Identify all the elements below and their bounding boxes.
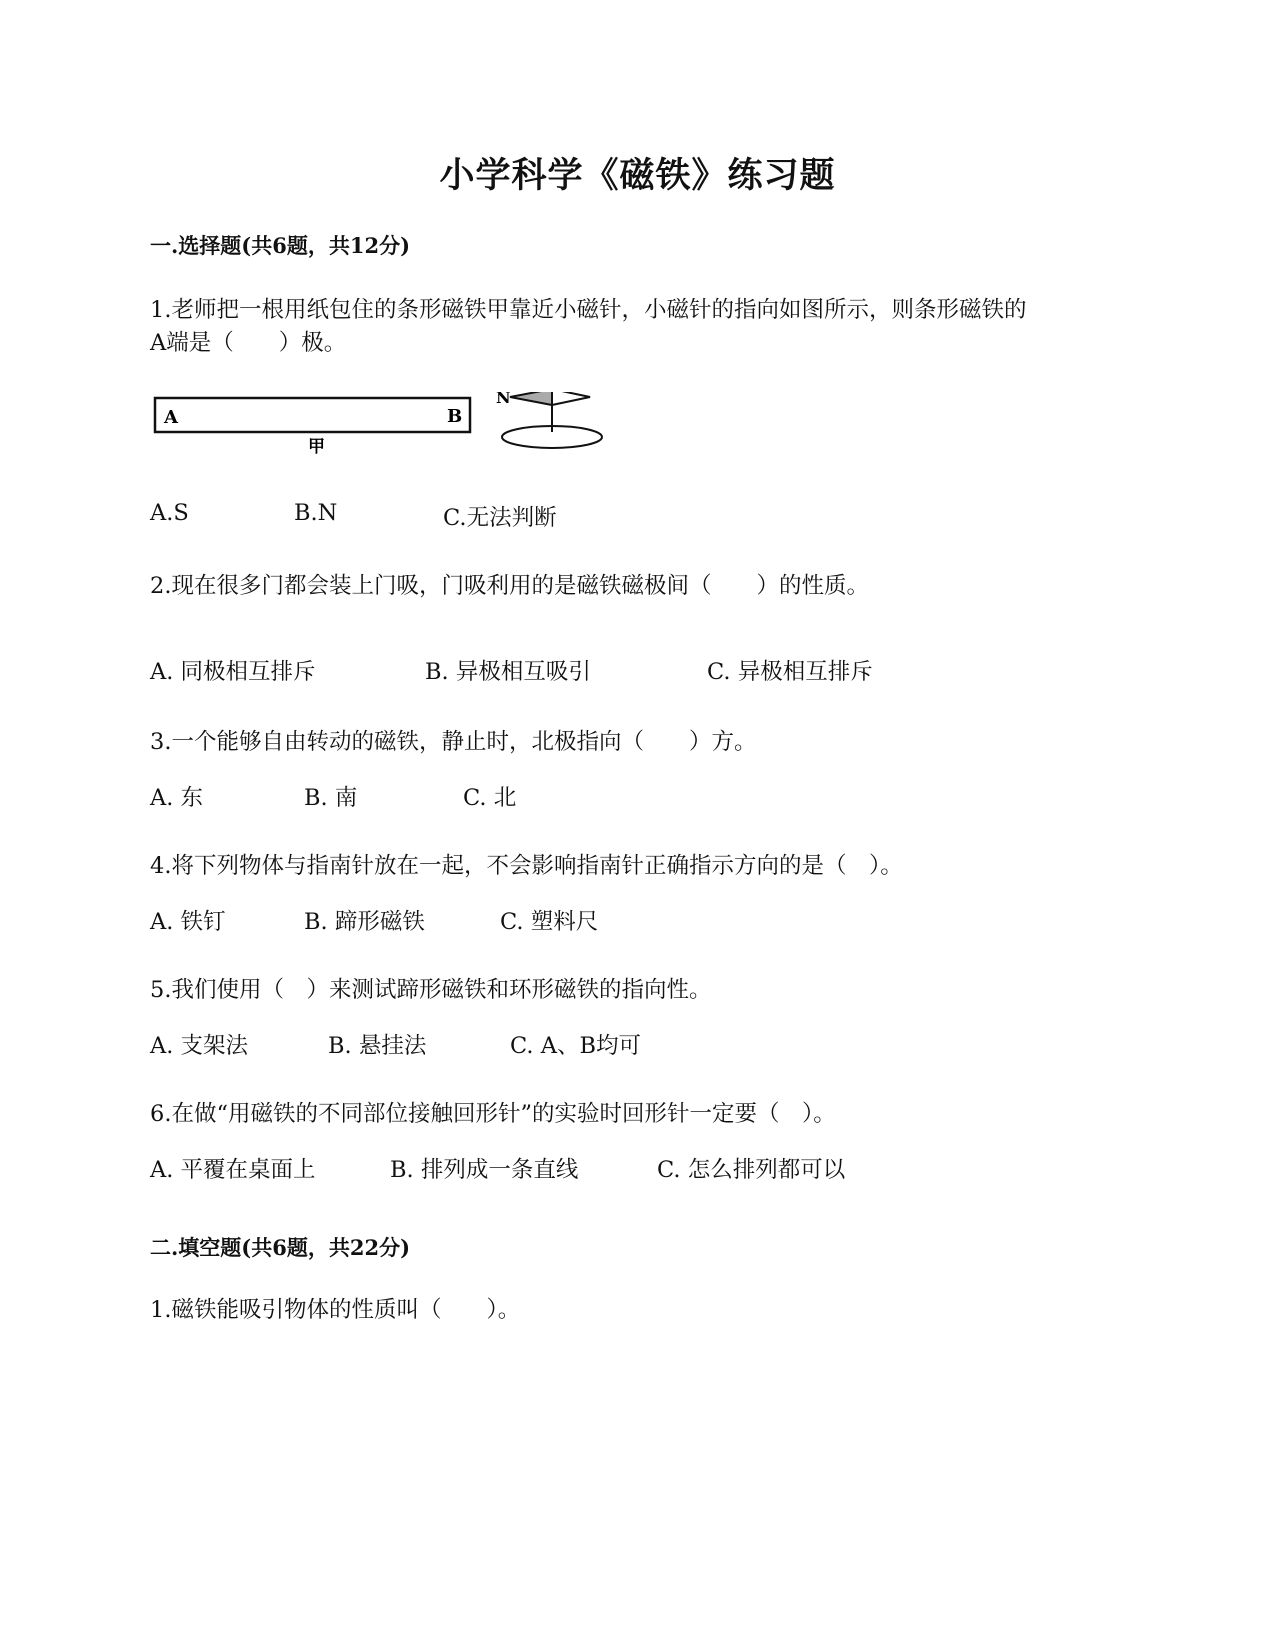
question-5-option-b: B. 悬挂法	[328, 1033, 427, 1059]
magnet-end-a-label: A	[164, 407, 178, 428]
fill-question-1: 1.磁铁能吸引物体的性质叫（ ）。	[150, 1297, 521, 1323]
question-4: 4.将下列物体与指南针放在一起，不会影响指南针正确指示方向的是（ ）。	[150, 853, 903, 879]
question-5-option-a: A. 支架法	[150, 1033, 249, 1059]
needle-n-label: N	[496, 392, 511, 407]
question-1-option-c: C.无法判断	[443, 505, 557, 531]
question-2-option-a: A. 同极相互排斥	[150, 659, 316, 685]
question-1-line-2: A端是（ ）极。	[150, 330, 347, 356]
bar-magnet-compass-figure	[150, 392, 610, 472]
question-2-option-b: B. 异极相互吸引	[425, 659, 591, 685]
question-3-option-b: B. 南	[304, 785, 358, 811]
compass-needle	[502, 392, 602, 448]
question-2: 2.现在很多门都会装上门吸，门吸利用的是磁铁磁极间（ ）的性质。	[150, 573, 869, 599]
question-6: 6.在做“用磁铁的不同部位接触回形针”的实验时回形针一定要（ ）。	[150, 1101, 836, 1127]
magnet-end-b-label: B	[447, 406, 463, 427]
question-5: 5.我们使用（ ）来测试蹄形磁铁和环形磁铁的指向性。	[150, 977, 712, 1003]
question-1-option-b: B.N	[294, 500, 338, 526]
question-3: 3.一个能够自由转动的磁铁，静止时，北极指向（ ）方。	[150, 729, 757, 755]
section-heading-choice: 一.选择题(共6题，共12分)	[150, 233, 411, 258]
question-1-line-1: 1.老师把一根用纸包住的条形磁铁甲靠近小磁针，小磁针的指向如图所示，则条形磁铁的	[150, 297, 1027, 323]
page-title: 小学科学《磁铁》练习题	[439, 155, 836, 196]
question-3-option-c: C. 北	[463, 785, 517, 811]
question-2-option-c: C. 异极相互排斥	[707, 659, 873, 685]
bar-magnet	[155, 398, 470, 432]
question-6-option-a: A. 平覆在桌面上	[150, 1157, 316, 1183]
section-heading-fill-blank: 二.填空题(共6题，共22分)	[150, 1235, 411, 1260]
question-5-option-c: C. A、B均可	[510, 1033, 642, 1059]
magnet-jia-label: 甲	[308, 437, 325, 457]
question-4-option-c: C. 塑料尺	[500, 909, 599, 935]
question-3-option-a: A. 东	[150, 785, 204, 811]
question-6-option-b: B. 排列成一条直线	[390, 1157, 579, 1183]
question-4-option-b: B. 蹄形磁铁	[304, 909, 425, 935]
question-4-option-a: A. 铁钉	[150, 909, 226, 935]
question-1-option-a: A.S	[150, 500, 189, 526]
question-6-option-c: C. 怎么排列都可以	[657, 1157, 846, 1183]
